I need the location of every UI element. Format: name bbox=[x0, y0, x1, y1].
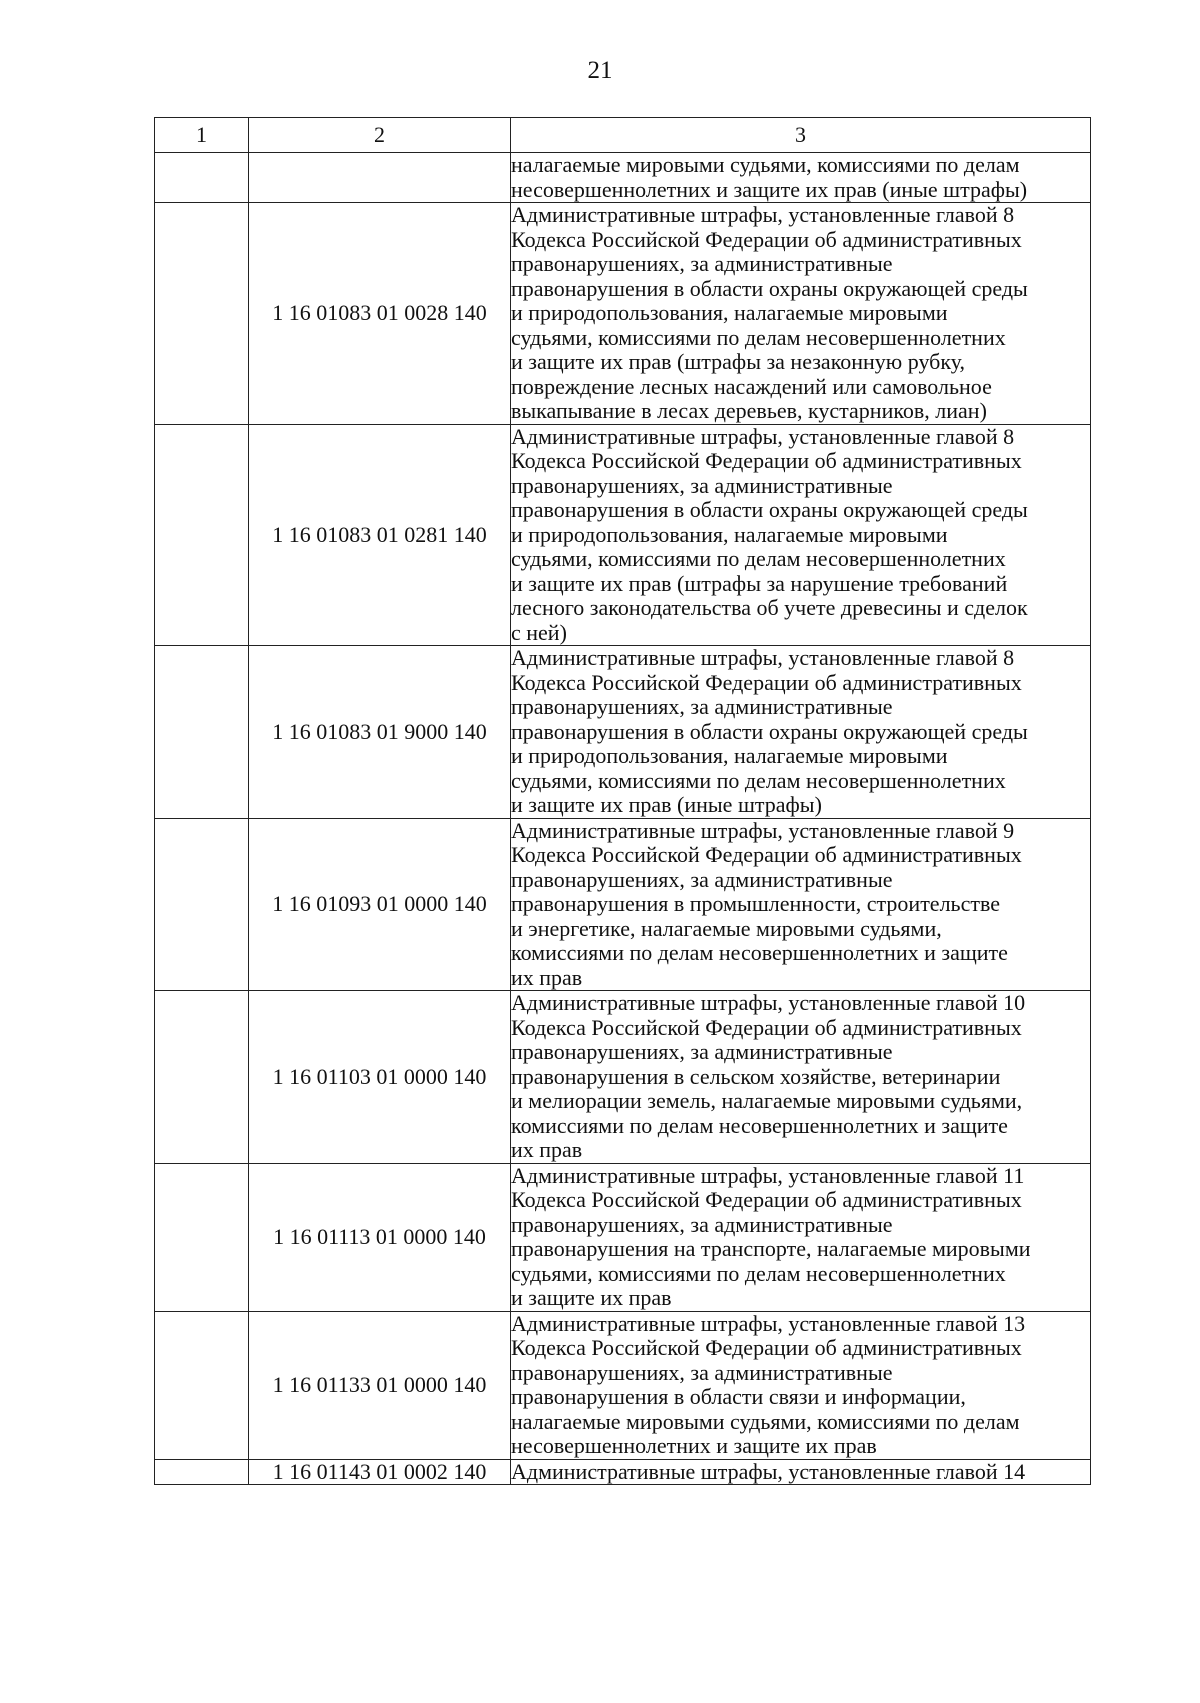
description-line: и защите их прав (иные штрафы) bbox=[511, 792, 822, 817]
description-line: Административные штрафы, установленные главой 10 bbox=[511, 990, 1026, 1015]
budget-code-cell: 1 16 01103 01 0000 140 bbox=[249, 991, 511, 1164]
description-line: комиссиями по делам несовершеннолетних и защите bbox=[511, 940, 1008, 965]
description-line: правонарушения в области связи и информации, bbox=[511, 1384, 966, 1409]
description-line: их прав bbox=[511, 964, 583, 990]
description-line: и мелиорации земель, налагаемые мировыми судьями, bbox=[511, 1088, 1023, 1113]
description-line: правонарушения на транспорте, налагаемые мировыми bbox=[511, 1236, 1031, 1261]
row-number-cell bbox=[155, 646, 249, 819]
table-row bbox=[155, 818, 1091, 991]
row-number-cell bbox=[155, 424, 249, 646]
description-line: с ней) bbox=[511, 619, 567, 645]
row-number-cell bbox=[155, 203, 249, 425]
budget-code-cell: 1 16 01083 01 0281 140 bbox=[249, 424, 511, 646]
description-line: правонарушениях, за административные bbox=[511, 251, 893, 276]
description-line: Административные штрафы, установленные главой 14 bbox=[511, 1458, 1026, 1484]
description-line: лесного законодательства об учете древесины и сделок bbox=[511, 595, 1028, 620]
description-line: налагаемые мировыми судьями, комиссиями по делам bbox=[511, 152, 1020, 177]
column-header-2: 2 bbox=[249, 118, 511, 153]
description-line: правонарушениях, за административные bbox=[511, 694, 893, 719]
description-cell bbox=[511, 818, 1091, 991]
budget-code-table bbox=[154, 117, 1091, 1485]
description-line: несовершеннолетних и защите их прав (иные штрафы) bbox=[511, 176, 1028, 202]
column-header-3: 3 bbox=[511, 118, 1091, 153]
description-line: комиссиями по делам несовершеннолетних и защите bbox=[511, 1112, 1008, 1138]
description-line: выкапывание в лесах деревьев, кустарников, лиан) bbox=[511, 398, 987, 423]
description-line: Кодекса Российской Федерации об административных bbox=[511, 448, 1022, 473]
description-line: правонарушениях, за административные bbox=[511, 472, 893, 498]
description-cell bbox=[511, 646, 1091, 819]
description-line: Административные штрафы, установленные главой 8 bbox=[511, 645, 1015, 670]
description-line: повреждение лесных насаждений или самовольное bbox=[511, 373, 992, 399]
description-line: Административные штрафы, установленные главой 8 bbox=[511, 202, 1015, 227]
description-line: судьями, комиссиями по делам несовершеннолетних bbox=[511, 324, 1006, 350]
description-cell bbox=[511, 203, 1091, 425]
description-cell bbox=[511, 1459, 1091, 1485]
description-line: правонарушения в промышленности, строительстве bbox=[511, 891, 1000, 916]
description-cell bbox=[511, 153, 1091, 203]
description-line: правонарушениях, за административные bbox=[511, 1359, 893, 1385]
description-cell bbox=[511, 1311, 1091, 1459]
budget-code-cell: 1 16 01083 01 0028 140 bbox=[249, 203, 511, 425]
description-line: правонарушения в области охраны окружающей среды bbox=[511, 497, 1028, 522]
budget-code-cell: 1 16 01113 01 0000 140 bbox=[249, 1163, 511, 1311]
description-line: правонарушениях, за административные bbox=[511, 866, 893, 892]
description-line: Административные штрафы, установленные главой 9 bbox=[511, 817, 1015, 843]
row-number-cell bbox=[155, 991, 249, 1164]
description-cell bbox=[511, 991, 1091, 1164]
description-line: налагаемые мировыми судьями, комиссиями по делам bbox=[511, 1408, 1020, 1434]
description-line: и защите их прав bbox=[511, 1285, 672, 1310]
budget-code-cell bbox=[249, 153, 511, 203]
description-line: их прав bbox=[511, 1137, 583, 1162]
description-line: несовершеннолетних и защите их прав bbox=[511, 1433, 877, 1458]
description-line: и природопользования, налагаемые мировыми bbox=[511, 743, 948, 768]
budget-code-cell: 1 16 01093 01 0000 140 bbox=[249, 818, 511, 991]
description-line: судьями, комиссиями по делам несовершеннолетних bbox=[511, 546, 1006, 571]
description-line: Кодекса Российской Федерации об административных bbox=[511, 1335, 1022, 1360]
description-line: и природопользования, налагаемые мировыми bbox=[511, 521, 948, 547]
description-line: судьями, комиссиями по делам несовершеннолетних bbox=[511, 1260, 1006, 1286]
table-header-row bbox=[155, 118, 1091, 153]
table-row bbox=[155, 203, 1091, 425]
table-body bbox=[155, 153, 1091, 1485]
table-row bbox=[155, 991, 1091, 1164]
row-number-cell bbox=[155, 818, 249, 991]
table-row bbox=[155, 646, 1091, 819]
description-line: Административные штрафы, установленные главой 11 bbox=[511, 1162, 1025, 1188]
description-line: и защите их прав (штрафы за незаконную рубку, bbox=[511, 349, 966, 374]
description-line: Кодекса Российской Федерации об административных bbox=[511, 842, 1022, 867]
description-line: и защите их прав (штрафы за нарушение требований bbox=[511, 570, 1008, 596]
table-row bbox=[155, 1459, 1091, 1485]
row-number-cell bbox=[155, 153, 249, 203]
description-line: и природопользования, налагаемые мировыми bbox=[511, 300, 948, 325]
description-cell bbox=[511, 1163, 1091, 1311]
row-number-cell bbox=[155, 1311, 249, 1459]
description-line: судьями, комиссиями по делам несовершеннолетних bbox=[511, 767, 1006, 793]
description-line: Административные штрафы, установленные главой 13 bbox=[511, 1310, 1026, 1336]
row-number-cell bbox=[155, 1163, 249, 1311]
description-line: и энергетике, налагаемые мировыми судьями, bbox=[511, 915, 942, 941]
budget-code-cell: 1 16 01083 01 9000 140 bbox=[249, 646, 511, 819]
description-line: Кодекса Российской Федерации об административных bbox=[511, 669, 1022, 695]
description-line: Кодекса Российской Федерации об административных bbox=[511, 1187, 1022, 1212]
description-line: Кодекса Российской Федерации об административных bbox=[511, 1014, 1022, 1040]
column-header-1: 1 bbox=[155, 118, 249, 153]
description-line: правонарушения в области охраны окружающей среды bbox=[511, 718, 1028, 744]
budget-code-cell: 1 16 01133 01 0000 140 bbox=[249, 1311, 511, 1459]
description-line: правонарушения в области охраны окружающей среды bbox=[511, 275, 1028, 301]
description-cell bbox=[511, 424, 1091, 646]
page-number: 21 bbox=[587, 57, 613, 84]
table-row bbox=[155, 1163, 1091, 1311]
table-row bbox=[155, 424, 1091, 646]
table-row bbox=[155, 153, 1091, 203]
row-number-cell bbox=[155, 1459, 249, 1485]
description-line: правонарушениях, за административные bbox=[511, 1039, 893, 1064]
budget-code-cell: 1 16 01143 01 0002 140 bbox=[249, 1459, 511, 1485]
description-line: Кодекса Российской Федерации об административных bbox=[511, 226, 1022, 252]
description-line: Административные штрафы, установленные главой 8 bbox=[511, 423, 1015, 449]
description-line: правонарушениях, за административные bbox=[511, 1211, 893, 1237]
description-line: правонарушения в сельском хозяйстве, ветеринарии bbox=[511, 1063, 1001, 1089]
table-row bbox=[155, 1311, 1091, 1459]
